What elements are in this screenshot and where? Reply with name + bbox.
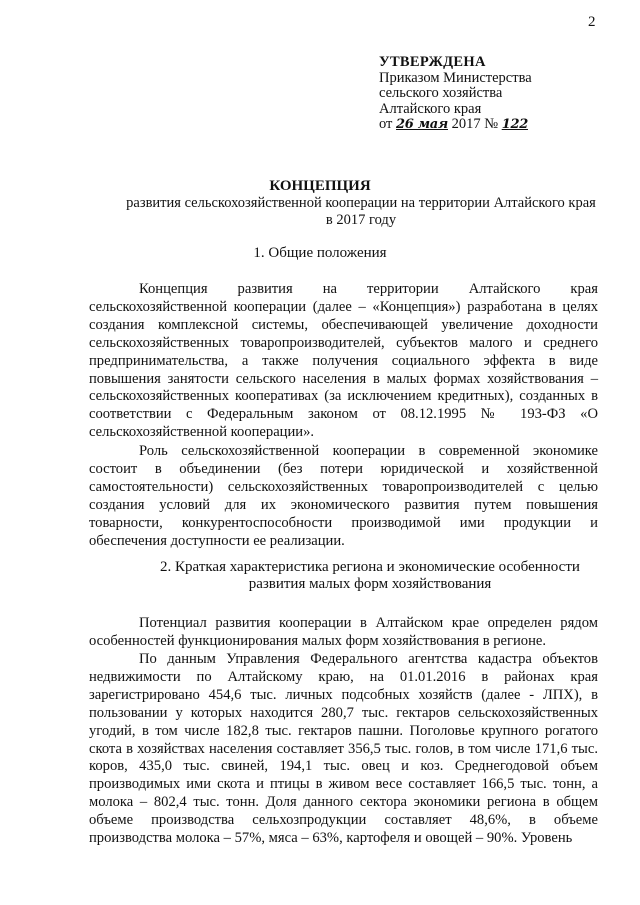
approval-line-2: сельского хозяйства	[379, 85, 503, 101]
section-1-heading: 1. Общие положения	[253, 245, 387, 261]
approval-title: УТВЕРЖДЕНА	[379, 54, 486, 70]
paragraph-text: Потенциал развития кооперации в Алтайском крае определен рядом особенностей функционирования малых форм хозяйствования в регионе.	[89, 615, 598, 649]
date-prefix: от	[379, 116, 393, 132]
section-2-paragraph-2	[89, 651, 598, 848]
section-1-paragraph-2	[89, 443, 598, 550]
handwritten-number: 122	[501, 117, 528, 132]
paragraph-text: Концепция развития на территории Алтайского края сельскохозяйственной кооперации (далее – «Концепция») разработана в целях создания комплексной системы, обеспечивающей увеличение доходности сельскохозяйственных товаропроизводителей, субъектов малого и среднего предпринимательства, а также получения социального эффекта в виде повышения занятости сельского населения в малых формах хозяйствования – сельскохозяйственных кооперативах (за исключением кредитных), созданных в соответствии с Федеральным законом от 08.12.1995 № 193-ФЗ «О сельскохозяйственной кооперации».	[89, 281, 598, 441]
approval-line-3: Алтайского края	[379, 100, 482, 117]
approval-block	[379, 55, 532, 133]
paragraph-text: По данным Управления Федерального агентства кадастра объектов недвижимости по Алтайскому краю, на 01.01.2016 в районах края зарегистрировано 454,6 тыс. личных подсобных хозяйств (далее - ЛПХ), в пользовании у которых находится 280,7 тыс. гектаров сельскохозяйственных угодий, в том числе 182,8 тыс. гектаров пашни. Поголовье крупного рогатого скота в хозяйствах населения составляет 356,5 тыс. голов, в том числе 171,6 тыс. коров, 435,0 тыс. свиней, 194,1 тыс. овец и коз. Среднегодовой объем производимых ими скота и птицы в живом весе составляет 166,5 тыс. тонн, а молока – 802,4 тыс. тонн. Доля данного сектора экономики региона в общем объеме производства сельхозпродукции составляет 48,6%, в объеме производства молока – 57%, мяса – 63%, картофеля и овощей – 90%. Уровень	[89, 651, 598, 847]
section-2-heading: 2. Краткая характеристика региона и экономические особенности развития малых форм хозяйствования	[160, 559, 580, 592]
paragraph-text: Роль сельскохозяйственной кооперации в современной экономике состоит в объединении (без потери юридической и хозяйственной самостоятельности) сельскохозяйственных товаропроизводителей с целью создания условий для их экономического развития путем повышения товарности, конкурентоспособности производимой ими продукции и обеспечения доступности ее реализации.	[89, 443, 598, 549]
document-title: КОНЦЕПЦИЯ	[269, 178, 371, 194]
section-2-paragraph-1	[89, 615, 598, 651]
page-number: 2	[588, 14, 596, 30]
approval-date-line	[379, 117, 532, 133]
section-1-paragraph-1	[89, 281, 598, 442]
document-subtitle: развития сельскохозяйственной кооперации на территории Алтайского края в 2017 году	[126, 195, 596, 228]
year-label: 2017 №	[451, 116, 499, 132]
handwritten-date: 26 мая	[396, 117, 448, 132]
approval-line-1: Приказом Министерства	[379, 69, 532, 86]
